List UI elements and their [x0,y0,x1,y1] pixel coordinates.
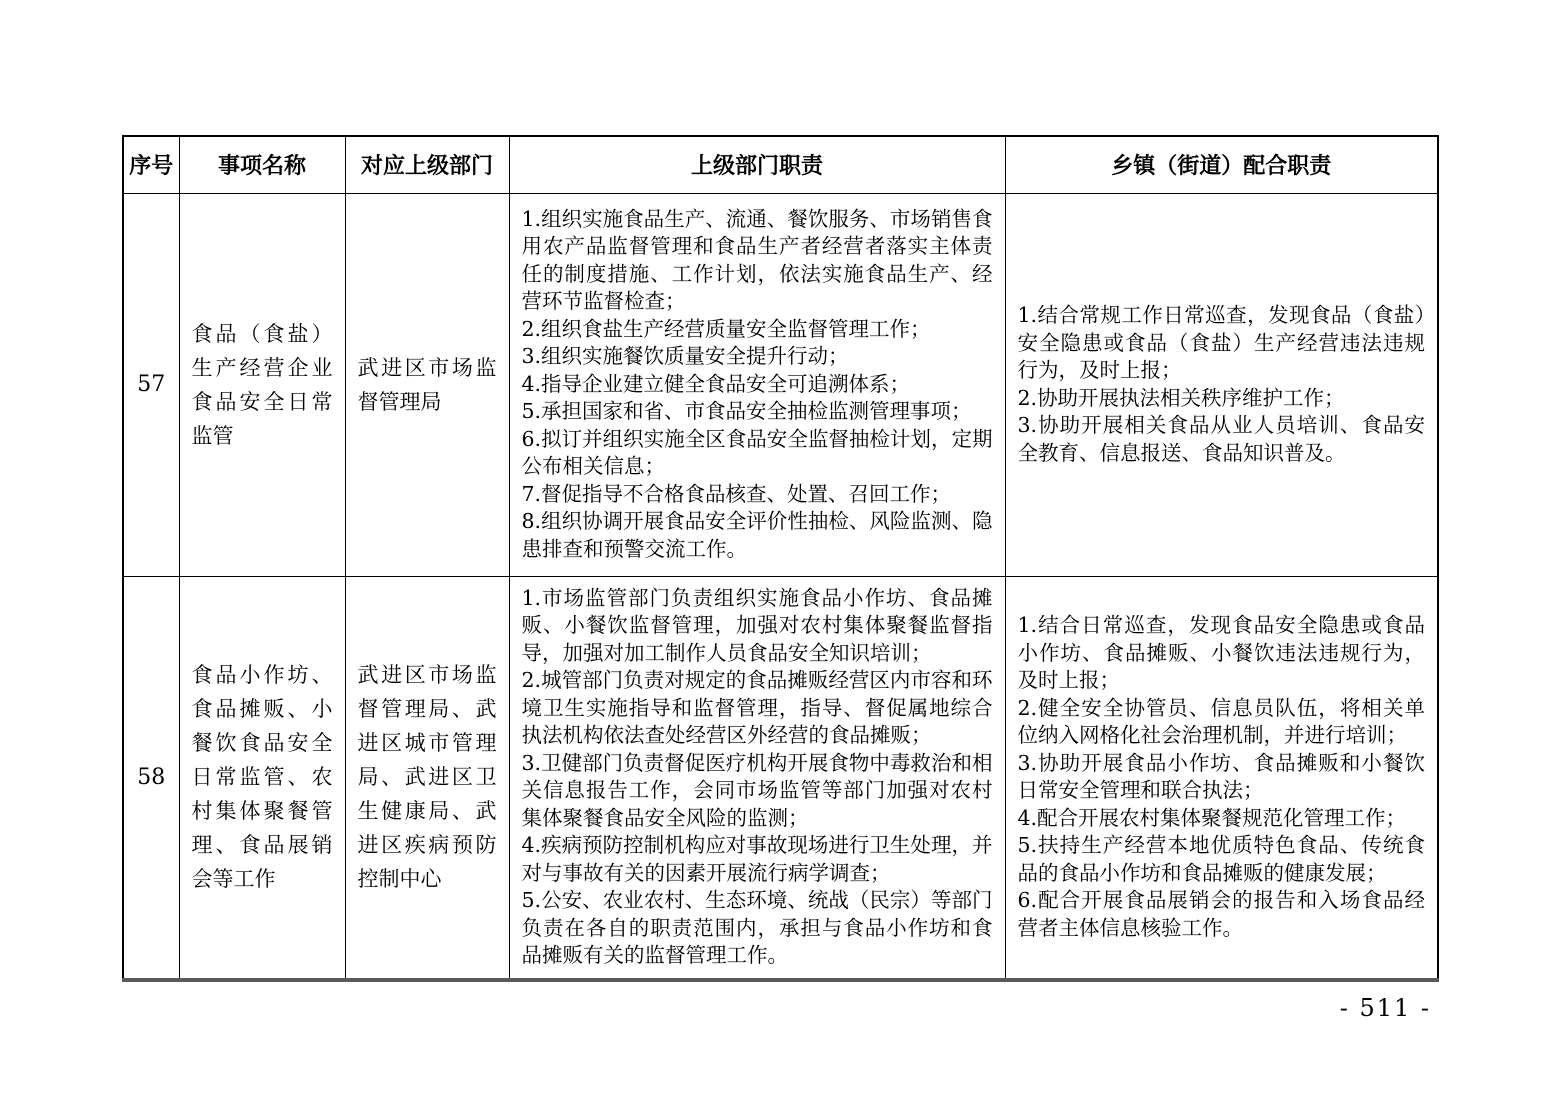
cell-item-name: 食品小作坊、食品摊贩、小餐饮食品安全日常监管、农村集体聚餐管理、食品展销会等工作 [179,576,345,980]
cell-superior-department: 武进区市场监督管理局 [345,193,509,576]
responsibility-table [122,135,1439,982]
table-row [123,193,1438,576]
cell-item-name: 食品（食盐）生产经营企业食品安全日常监管 [179,193,345,576]
table-row [123,576,1438,980]
cell-superior-duties: 1.组织实施食品生产、流通、餐饮服务、市场销售食用农产品监督管理和食品生产者经营者落实主体责任的制度措施、工作计划，依法实施食品生产、经营环节监督检查； 2.组织食盐生产经营质量安全监督管理工作； 3.组织实施餐饮质量安全提升行动； 4.指导企业建立健全食品安全可追溯体系； 5.承担国家和省、市食品安全抽检监测管理事项； 6.拟订并组织实施全区食品安全监督抽检计划，定期公布相关信息； 7.督促指导不合格食品核查、处置、召回工作； 8.组织协调开展食品安全评价性抽检、风险监测、隐患排查和预警交流工作。 [509,193,1005,576]
cell-seq: 57 [123,193,179,576]
cell-superior-duties: 1.市场监管部门负责组织实施食品小作坊、食品摊贩、小餐饮监督管理，加强对农村集体聚餐监督指导，加强对加工制作人员食品安全知识培训； 2.城管部门负责对规定的食品摊贩经营区内市容和环境卫生实施指导和监督管理，指导、督促属地综合执法机构依法查处经营区外经营的食品摊贩； 3.卫健部门负责督促医疗机构开展食物中毒救治和相关信息报告工作，会同市场监管等部门加强对农村集体聚餐食品安全风险的监测； 4.疾病预防控制机构应对事故现场进行卫生处理，并对与事故有关的因素开展流行病学调查； 5.公安、农业农村、生态环境、统战（民宗）等部门负责在各自的职责范围内，承担与食品小作坊和食品摊贩有关的监督管理工作。 [509,576,1005,980]
header-township-duties: 乡镇（街道）配合职责 [1005,136,1438,193]
header-seq: 序号 [123,136,179,193]
header-item-name: 事项名称 [179,136,345,193]
table-header-row [123,136,1438,193]
cell-seq: 58 [123,576,179,980]
cell-township-duties: 1.结合日常巡查，发现食品安全隐患或食品小作坊、食品摊贩、小餐饮违法违规行为，及时上报； 2.健全安全协管员、信息员队伍，将相关单位纳入网格化社会治理机制，并进行培训； 3.协助开展食品小作坊、食品摊贩和小餐饮日常安全管理和联合执法； 4.配合开展农村集体聚餐规范化管理工作； 5.扶持生产经营本地优质特色食品、传统食品的食品小作坊和食品摊贩的健康发展； 6.配合开展食品展销会的报告和入场食品经营者主体信息核验工作。 [1005,576,1438,980]
header-superior-duties: 上级部门职责 [509,136,1005,193]
header-superior-department: 对应上级部门 [345,136,509,193]
cell-superior-department: 武进区市场监督管理局、武进区城市管理局、武进区卫生健康局、武进区疾病预防控制中心 [345,576,509,980]
page-number: - 511 - [1339,994,1431,1022]
cell-township-duties: 1.结合常规工作日常巡查，发现食品（食盐）安全隐患或食品（食盐）生产经营违法违规行为，及时上报； 2.协助开展执法相关秩序维护工作； 3.协助开展相关食品从业人员培训、食品安全教育、信息报送、食品知识普及。 [1005,193,1438,576]
